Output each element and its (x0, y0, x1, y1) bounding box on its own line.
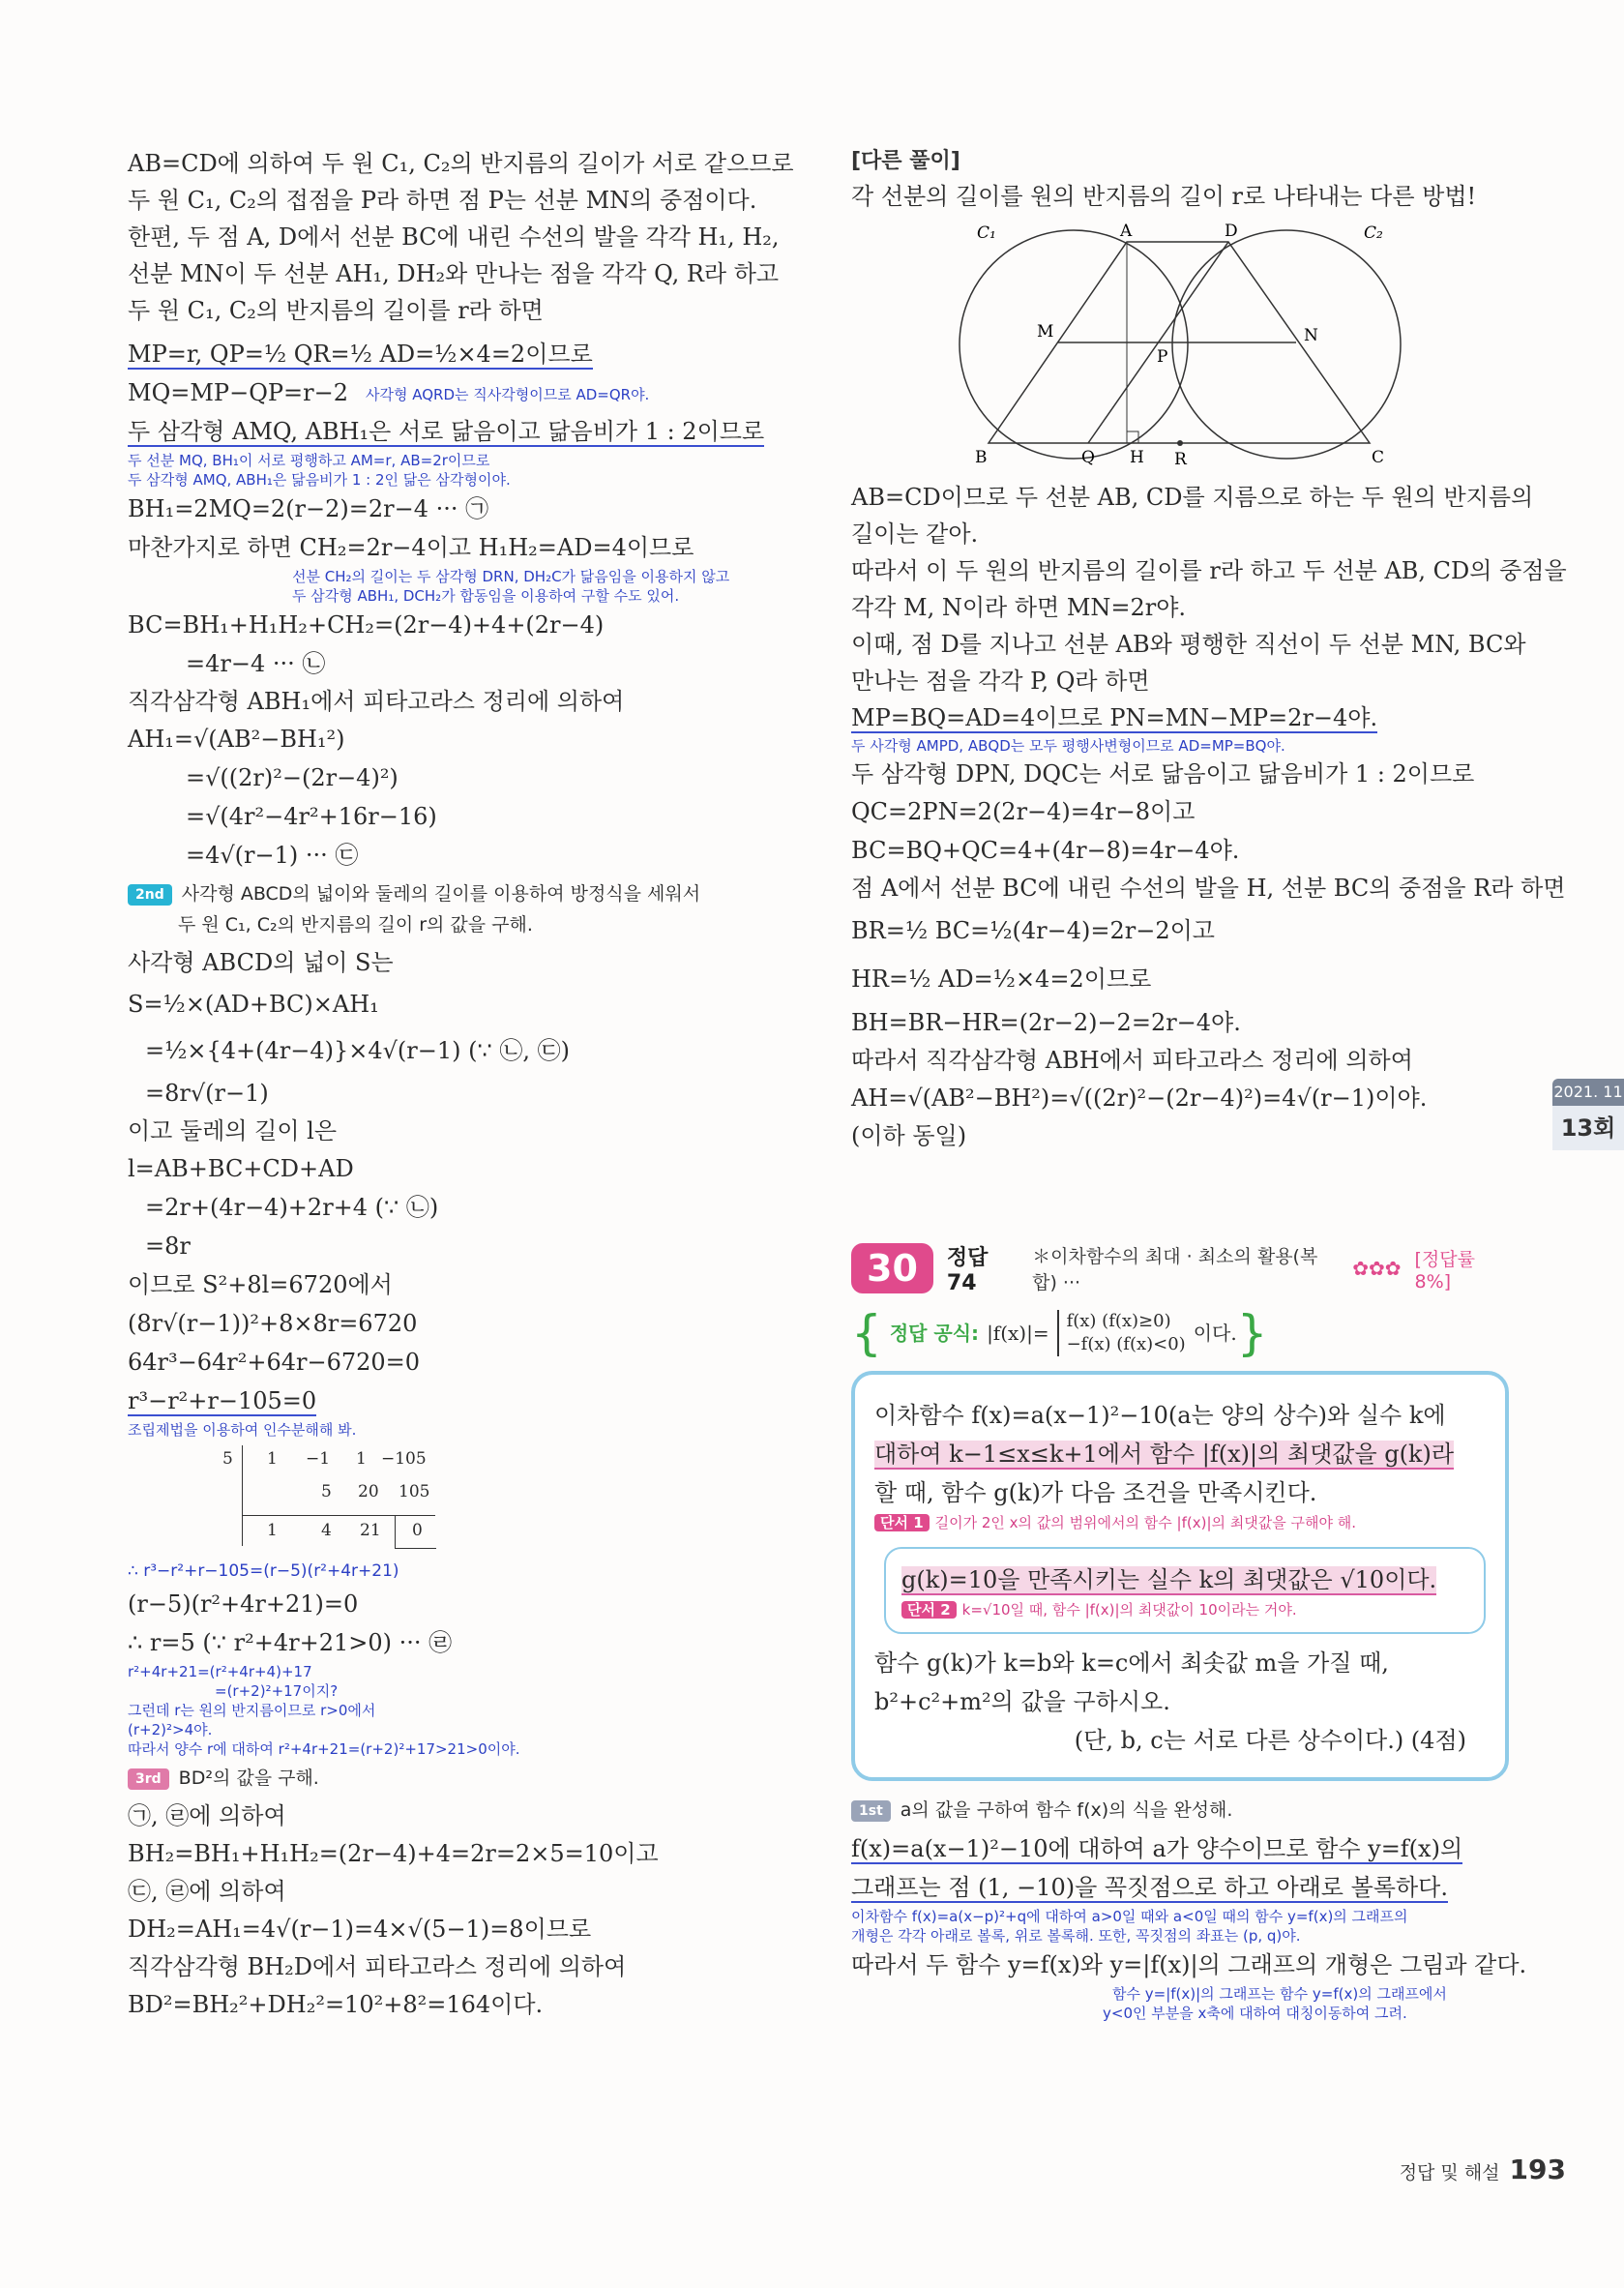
label-p: P (1157, 347, 1168, 367)
equation: BD²=BH₂²+DH₂²=10²+8²=164이다. (128, 1991, 544, 2018)
synth-cell: 1 (267, 1449, 278, 1469)
equation-text: 그래프는 점 (1, −10)을 꼭짓점으로 하고 아래로 볼록하다. (851, 1874, 1448, 1901)
circle-c2 (1172, 230, 1401, 459)
equation (128, 528, 776, 567)
label-m: M (1037, 322, 1054, 342)
text-line: 따라서 직각삼각형 ABH에서 피타고라스 정리에 의하여 (851, 1047, 1413, 1074)
synth-cell: 1 (267, 1521, 278, 1540)
problem-condition: (단, b, c는 서로 다른 상수이다.) (4점) (1074, 1727, 1466, 1754)
formula-case: −f(x) (f(x)<0) (1066, 1334, 1186, 1354)
equation (128, 373, 776, 412)
text-line: 점 A에서 선분 BC에 내린 수선의 발을 H, 선분 BC의 중점을 R라 하면 (851, 875, 1566, 902)
text-line: 두 원 C₁, C₂의 접점을 P라 하면 점 P는 선분 MN의 중점이다. (128, 187, 757, 214)
annotation: 두 삼각형 ABH₁, DCH₂가 합동임을 이용하여 구할 수도 있어. (292, 587, 680, 605)
equation: (8r√(r−1))²+8×8r=6720 (128, 1310, 418, 1337)
equation: BH₁=2MQ=2(r−2)=2r−4 ··· ㉠ (128, 495, 489, 522)
text-line: 직각삼각형 ABH₁에서 피타고라스 정리에 의하여 (128, 688, 625, 715)
left-column (128, 145, 794, 2024)
equation-text: 두 삼각형 AMQ, ABH₁은 서로 닮음이고 닮음비가 1 : 2이므로 (128, 418, 765, 445)
equation (128, 412, 776, 451)
problem-line (874, 1435, 1486, 1473)
answer-label: 정답 74 (946, 1246, 989, 1295)
synth-cell: −105 (381, 1449, 427, 1469)
equation-text: MP=BQ=AD=4이므로 PN=MN−MP=2r−4야. (851, 704, 1378, 731)
annotation: 두 삼각형 AMQ, ABH₁은 닮음비가 1 : 2인 닮은 삼각형이야. (128, 471, 511, 489)
equation-text: f(x)=a(x−1)²−10에 대하여 a가 양수이므로 함수 y=f(x)의 (851, 1835, 1463, 1862)
formula-cases (1057, 1310, 1186, 1356)
equation: ∴ r=5 (∵ r²+4r+21>0) ··· ㉣ (128, 1629, 453, 1656)
label-q: Q (1081, 448, 1095, 467)
exam-year: 2021. 11 (1552, 1079, 1624, 1106)
exam-round: 13회 (1552, 1106, 1624, 1150)
step-text: a의 값을 구하여 함수 f(x)의 식을 완성해. (900, 1799, 1233, 1821)
synth-rule (242, 1445, 243, 1546)
problem-highlight: 대하여 k−1≤x≤k+1에서 함수 |f(x)|의 최댓값을 g(k)라 (874, 1441, 1455, 1468)
label-r: R (1174, 450, 1187, 467)
text-line: 만나는 점을 각각 P, Q라 하면 (851, 668, 1150, 695)
page-number: 193 (1509, 2154, 1566, 2185)
equation: l=AB+BC+CD+AD (128, 1155, 354, 1182)
text-line: 두 삼각형 DPN, DQC는 서로 닮음이고 닮음비가 1 : 2이므로 (851, 760, 1475, 787)
text-line: 사각형 ABCD의 넓이 S는 (128, 949, 394, 976)
step-text: 두 원 C₁, C₂의 반지름의 길이 r의 값을 구해. (178, 914, 533, 936)
synthetic-division (184, 1445, 435, 1552)
correct-rate: [정답률 8%] (1414, 1248, 1475, 1293)
equation: 이므로 S²+8l=6720에서 (128, 1271, 393, 1298)
formula-label: 정답 공식: (889, 1322, 980, 1345)
step-2 (128, 878, 776, 909)
condition-box (884, 1547, 1486, 1634)
problem-line: 함수 g(k)가 k=b와 k=c에서 최솟값 m을 가질 때, (874, 1649, 1389, 1677)
problem-line: b²+c²+m²의 값을 구하시오. (874, 1688, 1170, 1715)
annotation: y<0인 부분을 x축에 대하여 대칭이동하여 그려. (1103, 2005, 1407, 2022)
step-badge: 1st (851, 1800, 891, 1822)
annotation: (r+2)²>4야. (128, 1721, 213, 1738)
equation (851, 1829, 1509, 1868)
step-badge: 2nd (128, 884, 172, 906)
right-column (851, 145, 1567, 2023)
equation: BR=½ BC=½(4r−4)=2r−2이고 (851, 917, 1215, 944)
condition-highlight: g(k)=10을 만족시키는 실수 k의 최댓값은 √10이다. (901, 1566, 1437, 1593)
annotation: ∴ r³−r²+r−105=(r−5)(r²+4r+21) (128, 1561, 399, 1581)
equation: 64r³−64r²+64r−6720=0 (128, 1349, 421, 1376)
step-text: 사각형 ABCD의 넓이와 둘레의 길이를 이용하여 방정식을 세워서 (181, 883, 701, 905)
synth-cell: 1 (356, 1449, 367, 1469)
annotation: 선분 CH₂의 길이는 두 삼각형 DRN, DH₂C가 닮음임을 이용하지 않고 (292, 568, 730, 585)
annotation: 사각형 AQRD는 직사각형이므로 AD=QR야. (365, 385, 650, 403)
equation: =2r+(4r−4)+2r+4 (∵ ㉡) (145, 1194, 439, 1221)
text-line: ㉢, ㉣에 의하여 (128, 1878, 286, 1905)
question-number: 30 (851, 1243, 933, 1293)
step-badge: 3rd (128, 1768, 169, 1790)
equation: HR=½ AD=½×4=2이므로 (851, 966, 1152, 993)
hint-2 (901, 1599, 1468, 1620)
synth-cell: −1 (306, 1449, 331, 1469)
label-n: N (1304, 326, 1318, 345)
equation: =√((2r)²−(2r−4)²) (186, 764, 399, 791)
equation: (r−5)(r²+4r+21)=0 (128, 1590, 359, 1618)
answer-formula (851, 1305, 1509, 1361)
annotation: 두 선분 MQ, BH₁이 서로 평행하고 AM=r, AB=2r이므로 (128, 452, 490, 469)
annotation: 조립제법을 이용하여 인수분해해 봐. (128, 1421, 357, 1439)
equation-text: 마찬가지로 하면 CH₂=2r−4이고 H₁H₂=AD=4이므로 (128, 534, 694, 561)
equation: =½×{4+(4r−4)}×4√(r−1) (∵ ㉡, ㉢) (145, 1037, 571, 1064)
spacer (851, 1154, 1509, 1241)
label-a: A (1120, 222, 1133, 241)
equation: DH₂=AH₁=4√(r−1)=4×√(5−1)=8이므로 (128, 1916, 592, 1943)
hint-text: k=√10일 때, 함수 |f(x)|의 최댓값이 10이라는 거야. (961, 1601, 1297, 1619)
equation: =8r√(r−1) (145, 1080, 269, 1107)
equation: S=½×(AD+BC)×AH₁ (128, 991, 379, 1018)
equation: BH₂=BH₁+H₁H₂=(2r−4)+4=2r=2×5=10이고 (128, 1840, 659, 1867)
label-d: D (1225, 222, 1238, 241)
question-header (851, 1241, 1509, 1295)
step-text: BD²의 값을 구해. (178, 1768, 319, 1789)
circle-c1 (960, 230, 1188, 459)
synth-cell: 105 (399, 1482, 430, 1501)
point-r (1177, 440, 1183, 446)
page-footer (1400, 2154, 1566, 2185)
equation-text: MQ=MP−QP=r−2 (128, 379, 348, 406)
bracket-right-icon: } (1236, 1305, 1268, 1361)
equation (851, 1868, 1509, 1907)
question-topic: ＊이차함수의 최대 · 최소의 활용(복합) ··· (1032, 1246, 1318, 1293)
synth-cell: 4 (321, 1521, 332, 1540)
two-circles-figure (938, 221, 1422, 467)
synth-root: 5 (222, 1449, 233, 1469)
difficulty-stars: ✿✿✿ (1352, 1257, 1402, 1280)
equation: AH=√(AB²−BH²)=√((2r)²−(2r−4)²)=4√(r−1)이야. (851, 1085, 1428, 1112)
synth-cell: 5 (321, 1482, 332, 1501)
problem-box (851, 1371, 1509, 1781)
equation: QC=2PN=2(2r−4)=4r−8이고 (851, 798, 1196, 825)
equation-text: r³−r²+r−105=0 (128, 1387, 317, 1414)
equation: =4√(r−1) ··· ㉢ (186, 842, 359, 869)
text-line (851, 699, 1509, 736)
annotation: =(r+2)²+17이지? (215, 1682, 339, 1700)
hint-text: 길이가 2인 x의 값의 범위에서의 함수 |f(x)|의 최댓값을 구해야 해. (934, 1514, 1356, 1531)
annotation: r²+4r+21=(r²+4r+4)+17 (128, 1663, 312, 1680)
synth-cell: 0 (412, 1521, 423, 1540)
label-h: H (1130, 448, 1144, 467)
problem-line: 할 때, 함수 g(k)가 다음 조건을 만족시킨다. (874, 1479, 1317, 1506)
problem-line: 이차함수 f(x)=a(x−1)²−10(a는 양의 상수)와 실수 k에 (874, 1402, 1446, 1429)
text-line: 각각 M, N이라 하면 MN=2r야. (851, 594, 1187, 621)
equation: =√(4r²−4r²+16r−16) (186, 803, 437, 830)
text-line: 한편, 두 점 A, D에서 선분 BC에 내린 수선의 발을 각각 H₁, H₂, (128, 223, 780, 251)
equation (128, 335, 776, 373)
hint-1 (874, 1512, 1486, 1533)
footer-label: 정답 및 해설 (1399, 2162, 1500, 2184)
condition-line (901, 1560, 1468, 1599)
text-line: 직각삼각형 BH₂D에서 피타고라스 정리에 의하여 (128, 1953, 627, 1980)
annotation: 개형은 각각 아래로 볼록, 위로 볼록해. 또한, 꼭짓점의 좌표는 (p, q)야. (851, 1927, 1301, 1945)
text-line: ㉠, ㉣에 의하여 (128, 1802, 286, 1829)
annotation: 그런데 r는 원의 반지름이므로 r>0에서 (128, 1702, 376, 1719)
step-3 (128, 1763, 776, 1794)
synth-cell: 21 (360, 1521, 381, 1540)
equation: =8r (145, 1233, 191, 1260)
equation: BC=BQ+QC=4+(4r−8)=4r−4야. (851, 837, 1240, 864)
text-line: 따라서 이 두 원의 반지름의 길이를 r라 하고 두 선분 AB, CD의 중점을 (851, 557, 1567, 584)
text-line: 길이는 같아. (851, 520, 979, 548)
equation: =4r−4 ··· ㉡ (186, 650, 326, 677)
formula-tail: 이다. (1193, 1322, 1237, 1345)
text-line: AB=CD이므로 두 선분 AB, CD를 지름으로 하는 두 원의 반지름의 (851, 484, 1534, 511)
synth-cell: 20 (358, 1482, 379, 1501)
formula-case: f(x) (f(x)≥0) (1066, 1311, 1171, 1331)
text-line: 각 선분의 길이를 원의 반지름의 길이 r로 나타내는 다른 방법! (851, 183, 1477, 210)
label-c2: C₂ (1364, 223, 1383, 243)
equation: AH₁=√(AB²−BH₁²) (128, 726, 345, 753)
step-1 (851, 1795, 1509, 1826)
text-line: 두 원 C₁, C₂의 반지름의 길이를 r라 하면 (128, 297, 544, 324)
hint-tag: 단서 2 (901, 1601, 957, 1619)
text-line: AB=CD에 의하여 두 원 C₁, C₂의 반지름의 길이가 서로 같으므로 (128, 150, 794, 177)
text-line: 선분 MN이 두 선분 AH₁, DH₂와 만나는 점을 각각 Q, R라 하고 (128, 260, 780, 287)
label-c1: C₁ (977, 223, 996, 243)
label-b: B (975, 448, 988, 467)
equation-text: MP=r, QP=½ QR=½ AD=½×4=2이므로 (128, 341, 593, 368)
exam-tab (1552, 1079, 1624, 1150)
text-line: 이때, 점 D를 지나고 선분 AB와 평행한 직선이 두 선분 MN, BC와 (851, 631, 1526, 658)
formula-lhs: |f(x)|= (987, 1322, 1049, 1345)
text-line: 이고 둘레의 길이 l은 (128, 1117, 338, 1144)
annotation: 함수 y=|f(x)|의 그래프는 함수 y=f(x)의 그래프에서 (1112, 1985, 1447, 2003)
hint-tag: 단서 1 (874, 1514, 930, 1531)
annotation: 이차함수 f(x)=a(x−p)²+q에 대하여 a>0일 때와 a<0일 때의 함수 y=f(x)의 그래프의 (851, 1908, 1408, 1925)
equation: BC=BH₁+H₁H₂+CH₂=(2r−4)+4+(2r−4) (128, 611, 605, 639)
equation: BH=BR−HR=(2r−2)−2=2r−4야. (851, 1009, 1241, 1036)
bracket-left-icon: { (851, 1305, 882, 1361)
text-line: (이하 동일) (851, 1122, 967, 1149)
annotation: 두 사각형 AMPD, ABQD는 모두 평행사변형이므로 AD=MP=BQ야. (851, 737, 1285, 755)
equation: 따라서 두 함수 y=f(x)와 y=|f(x)|의 그래프의 개형은 그림과 같다. (851, 1951, 1527, 1978)
equation (128, 1382, 776, 1420)
alt-solution-title: [다른 풀이] (851, 149, 960, 173)
annotation: 따라서 양수 r에 대하여 r²+4r+21=(r+2)²+17>21>0이야. (128, 1740, 520, 1758)
label-c: C (1372, 448, 1385, 467)
